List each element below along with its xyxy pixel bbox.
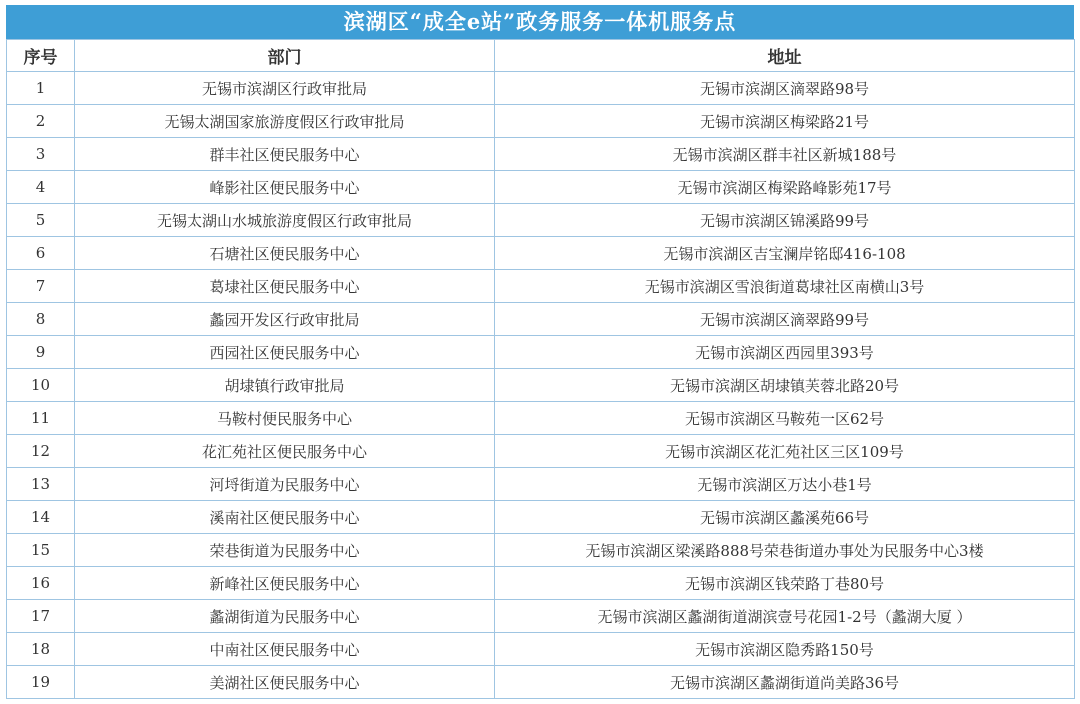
- cell-dept: 蠡湖街道为民服务中心: [75, 600, 495, 633]
- cell-no: 5: [7, 204, 75, 237]
- cell-no: 8: [7, 303, 75, 336]
- service-point-table: [6, 39, 1075, 699]
- cell-dept: 峰影社区便民服务中心: [75, 171, 495, 204]
- cell-addr: 无锡市滨湖区隐秀路150号: [495, 633, 1075, 666]
- cell-dept: 马鞍村便民服务中心: [75, 402, 495, 435]
- cell-no: 2: [7, 105, 75, 138]
- cell-addr: 无锡市滨湖区花汇苑社区三区109号: [495, 435, 1075, 468]
- table-title: 滨湖区“成全e站”政务服务一体机服务点: [6, 5, 1074, 39]
- cell-dept: 花汇苑社区便民服务中心: [75, 435, 495, 468]
- cell-dept: 石塘社区便民服务中心: [75, 237, 495, 270]
- cell-dept: 荣巷街道为民服务中心: [75, 534, 495, 567]
- cell-no: 17: [7, 600, 75, 633]
- cell-addr: 无锡市滨湖区马鞍苑一区62号: [495, 402, 1075, 435]
- cell-dept: 蠡园开发区行政审批局: [75, 303, 495, 336]
- table-row: [7, 633, 1075, 666]
- cell-dept: 胡埭镇行政审批局: [75, 369, 495, 402]
- cell-addr: 无锡市滨湖区梅梁路21号: [495, 105, 1075, 138]
- table-row: [7, 72, 1075, 105]
- cell-addr: 无锡市滨湖区滴翠路99号: [495, 303, 1075, 336]
- cell-dept: 无锡太湖山水城旅游度假区行政审批局: [75, 204, 495, 237]
- table-row: [7, 402, 1075, 435]
- table-row: [7, 369, 1075, 402]
- cell-no: 6: [7, 237, 75, 270]
- table-row: [7, 105, 1075, 138]
- cell-addr: 无锡市滨湖区万达小巷1号: [495, 468, 1075, 501]
- header-row: [7, 40, 1075, 72]
- table-row: [7, 435, 1075, 468]
- table-row: [7, 600, 1075, 633]
- cell-dept: 无锡太湖国家旅游度假区行政审批局: [75, 105, 495, 138]
- cell-addr: 无锡市滨湖区吉宝澜岸铭邸416-108: [495, 237, 1075, 270]
- table-row: [7, 468, 1075, 501]
- cell-dept: 西园社区便民服务中心: [75, 336, 495, 369]
- cell-dept: 溪南社区便民服务中心: [75, 501, 495, 534]
- cell-no: 7: [7, 270, 75, 303]
- table-row: [7, 204, 1075, 237]
- cell-dept: 中南社区便民服务中心: [75, 633, 495, 666]
- cell-no: 4: [7, 171, 75, 204]
- cell-addr: 无锡市滨湖区蠡湖街道尚美路36号: [495, 666, 1075, 699]
- cell-dept: 新峰社区便民服务中心: [75, 567, 495, 600]
- cell-no: 16: [7, 567, 75, 600]
- cell-no: 15: [7, 534, 75, 567]
- table-row: [7, 534, 1075, 567]
- cell-addr: 无锡市滨湖区西园里393号: [495, 336, 1075, 369]
- cell-addr: 无锡市滨湖区锦溪路99号: [495, 204, 1075, 237]
- cell-addr: 无锡市滨湖区胡埭镇芙蓉北路20号: [495, 369, 1075, 402]
- table-row: [7, 138, 1075, 171]
- cell-addr: 无锡市滨湖区滴翠路98号: [495, 72, 1075, 105]
- cell-dept: 河埒街道为民服务中心: [75, 468, 495, 501]
- cell-dept: 群丰社区便民服务中心: [75, 138, 495, 171]
- cell-addr: 无锡市滨湖区梅梁路峰影苑17号: [495, 171, 1075, 204]
- cell-addr: 无锡市滨湖区梁溪路888号荣巷街道办事处为民服务中心3楼: [495, 534, 1075, 567]
- cell-addr: 无锡市滨湖区群丰社区新城188号: [495, 138, 1075, 171]
- cell-no: 11: [7, 402, 75, 435]
- table-row: [7, 171, 1075, 204]
- column-header-no: 序号: [7, 40, 75, 72]
- cell-addr: 无锡市滨湖区雪浪街道葛埭社区南横山3号: [495, 270, 1075, 303]
- cell-no: 18: [7, 633, 75, 666]
- cell-no: 3: [7, 138, 75, 171]
- cell-dept: 美湖社区便民服务中心: [75, 666, 495, 699]
- cell-addr: 无锡市滨湖区蠡湖街道湖滨壹号花园1-2号（蠡湖大厦 ）: [495, 600, 1075, 633]
- cell-no: 1: [7, 72, 75, 105]
- table-row: [7, 336, 1075, 369]
- service-point-table-container: [6, 0, 1074, 699]
- cell-addr: 无锡市滨湖区蠡溪苑66号: [495, 501, 1075, 534]
- cell-addr: 无锡市滨湖区钱荣路丁巷80号: [495, 567, 1075, 600]
- cell-dept: 无锡市滨湖区行政审批局: [75, 72, 495, 105]
- table-row: [7, 567, 1075, 600]
- cell-no: 10: [7, 369, 75, 402]
- table-row: [7, 303, 1075, 336]
- table-row: [7, 237, 1075, 270]
- cell-no: 12: [7, 435, 75, 468]
- column-header-addr: 地址: [495, 40, 1075, 72]
- cell-dept: 葛埭社区便民服务中心: [75, 270, 495, 303]
- cell-no: 9: [7, 336, 75, 369]
- table-row: [7, 666, 1075, 699]
- cell-no: 14: [7, 501, 75, 534]
- table-row: [7, 501, 1075, 534]
- cell-no: 19: [7, 666, 75, 699]
- column-header-dept: 部门: [75, 40, 495, 72]
- table-row: [7, 270, 1075, 303]
- cell-no: 13: [7, 468, 75, 501]
